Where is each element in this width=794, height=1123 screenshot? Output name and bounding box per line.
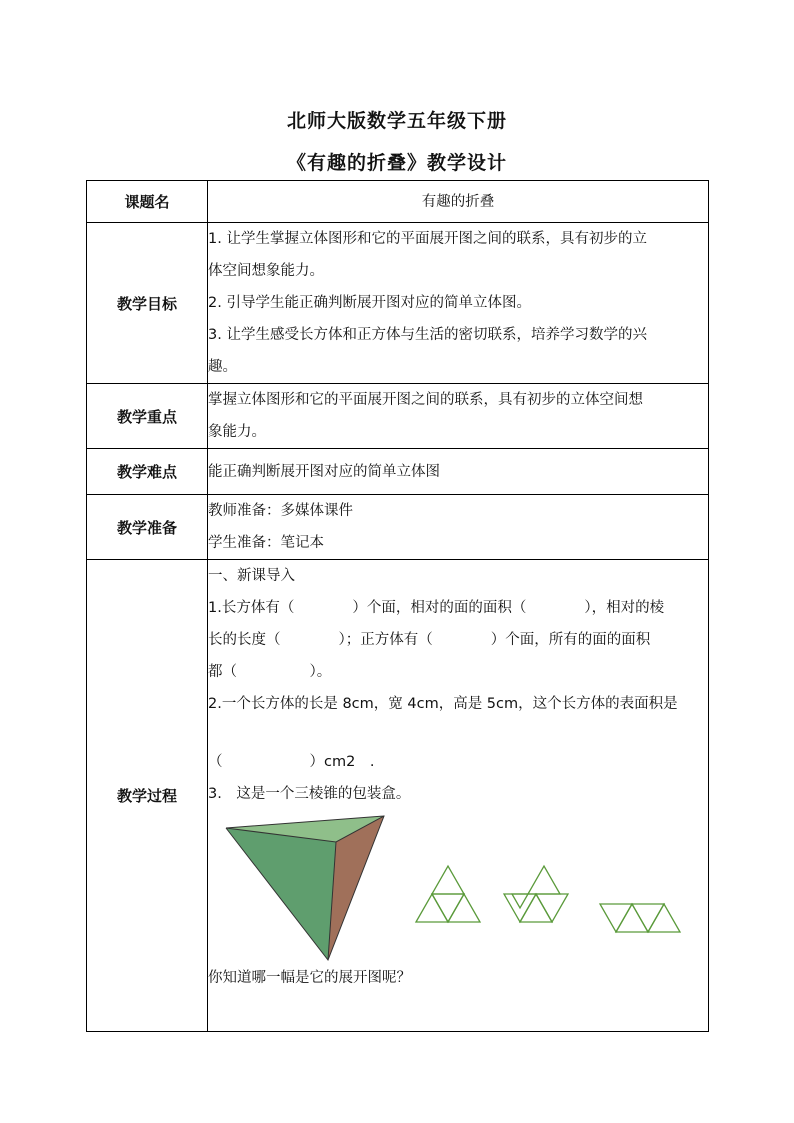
question-2-answer: （ ）cm2 . <box>208 754 375 770</box>
row-process <box>87 560 709 1032</box>
lesson-title: 《有趣的折叠》教学设计 <box>286 152 507 174</box>
objective-line: 1. 让学生掌握立体图形和它的平面展开图之间的联系，具有初步的立 <box>208 231 647 247</box>
lesson-plan-table <box>86 180 709 1032</box>
value-preparation <box>208 495 709 560</box>
preparation-line: 教师准备：多媒体课件 <box>208 503 353 519</box>
question-1-line: 1.长方体有（ ）个面，相对的面的面积（ ），相对的棱 <box>208 600 665 616</box>
net-option-1 <box>416 866 480 922</box>
objective-line: 2. 引导学生能正确判断展开图对应的简单立体图。 <box>208 295 531 311</box>
label-objectives: 教学目标 <box>87 223 208 384</box>
label-process: 教学过程 <box>87 560 208 1032</box>
document-title: 北师大版数学五年级下册 <box>286 110 507 132</box>
label-topic: 课题名 <box>87 181 208 223</box>
question-prompt: 你知道哪一幅是它的展开图呢？ <box>208 970 411 986</box>
net-option-3 <box>600 904 680 932</box>
question-2-line: 2.一个长方体的长是 8cm，宽 4cm，高是 5cm，这个长方体的表面积是 <box>208 696 678 712</box>
preparation-line: 学生准备：笔记本 <box>208 535 324 551</box>
row-key-points <box>87 384 709 449</box>
value-difficulties: 能正确判断展开图对应的简单立体图 <box>208 449 709 495</box>
question-1-line: 长的长度（ ）；正方体有（ ）个面，所有的面的面积 <box>208 632 651 648</box>
question-3-line: 3. 这是一个三棱锥的包装盒。 <box>208 786 411 802</box>
objective-line: 体空间想象能力。 <box>208 263 324 279</box>
value-process <box>208 560 709 1032</box>
label-difficulties: 教学难点 <box>87 449 208 495</box>
section-heading: 一、新课导入 <box>208 568 295 584</box>
key-point-line: 掌握立体图形和它的平面展开图之间的联系，具有初步的立体空间想 <box>208 392 643 408</box>
net-option-2 <box>504 866 568 922</box>
value-key-points <box>208 384 709 449</box>
key-point-line: 象能力。 <box>208 424 266 440</box>
objective-line: 趣。 <box>208 359 237 375</box>
triangular-pyramid-image <box>226 816 384 960</box>
row-difficulties <box>87 449 709 495</box>
value-objectives <box>208 223 709 384</box>
row-objectives <box>87 223 709 384</box>
row-preparation <box>87 495 709 560</box>
pyramid-figures <box>208 812 688 962</box>
pyramid-front-face <box>226 828 336 960</box>
spacer <box>208 720 708 746</box>
figure-area <box>208 812 708 962</box>
question-1-line: 都（ ）。 <box>208 664 332 680</box>
row-topic <box>87 181 709 223</box>
objective-line: 3. 让学生感受长方体和正方体与生活的密切联系，培养学习数学的兴 <box>208 327 647 343</box>
label-key-points: 教学重点 <box>87 384 208 449</box>
label-preparation: 教学准备 <box>87 495 208 560</box>
value-topic: 有趣的折叠 <box>208 181 709 223</box>
